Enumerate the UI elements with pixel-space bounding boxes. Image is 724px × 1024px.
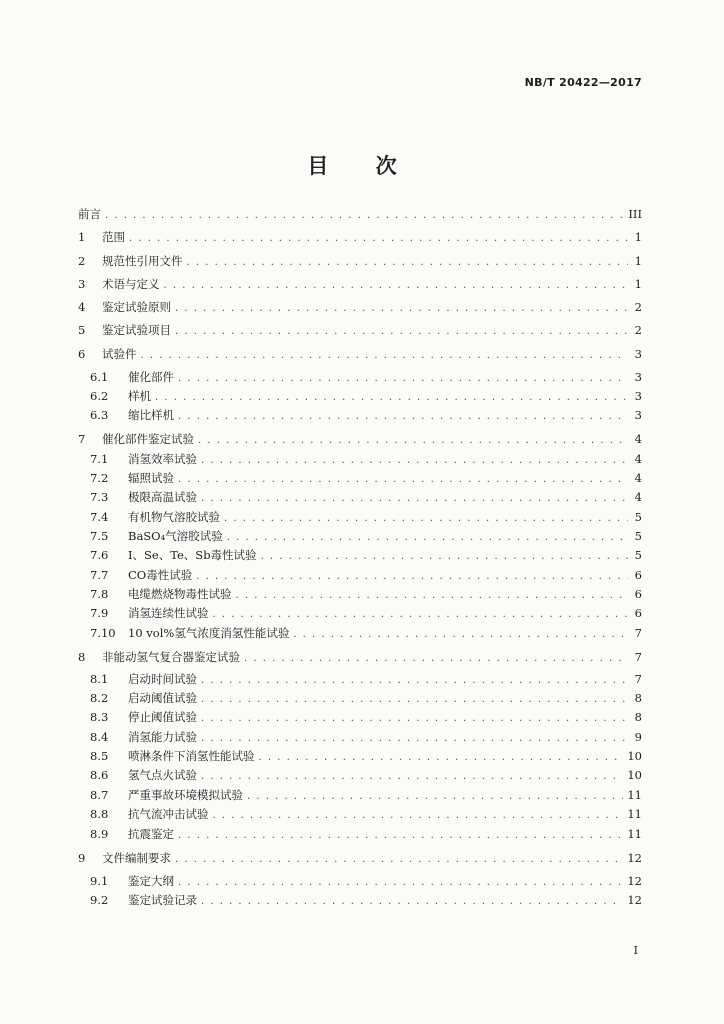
toc-entry[interactable] — [78, 229, 642, 245]
toc-entry-label: 非能动氢气复合器鉴定试验 — [102, 650, 240, 664]
toc-entry[interactable] — [78, 850, 642, 866]
toc-entry-number: 9.2 — [90, 893, 109, 907]
toc-entry-number: 9.1 — [90, 874, 109, 888]
toc-entry-number: 7 — [78, 432, 86, 446]
toc-entry-page: 4 — [634, 432, 642, 446]
toc-entry-page: 10 — [627, 749, 642, 763]
dot-leader — [247, 791, 623, 802]
dot-leader — [164, 280, 629, 291]
toc-entry-label: 10 vol%氢气浓度消氢性能试验 — [128, 626, 290, 640]
dot-leader — [213, 810, 624, 821]
toc-entry-label: 消氢连续性试验 — [128, 606, 209, 620]
dot-leader — [129, 233, 628, 244]
dot-leader — [259, 752, 624, 763]
toc-entry-label: 氢气点火试验 — [128, 768, 197, 782]
toc-entry-number: 8.4 — [90, 730, 109, 744]
dot-leader — [141, 350, 629, 361]
toc-entry-page: 7 — [634, 672, 642, 686]
toc-entry-label: 抗气流冲击试验 — [128, 807, 209, 821]
toc-entry-page: 1 — [634, 277, 642, 291]
toc-entry-page: 3 — [634, 347, 642, 361]
dot-leader — [175, 854, 623, 865]
document-code: NB/T 20422—2017 — [524, 76, 642, 89]
toc-entry-number: 7.8 — [90, 587, 109, 601]
dot-leader — [201, 733, 628, 744]
toc-entry-number: 7.10 — [90, 626, 116, 640]
toc-entry-page: 11 — [627, 788, 642, 802]
toc-entry-label: 试验件 — [102, 347, 137, 361]
toc-entry-label: 启动时间试验 — [128, 672, 197, 686]
toc-entry[interactable] — [90, 690, 642, 706]
toc-entry-label: 文件编制要求 — [102, 851, 171, 865]
toc-entry-number: 6.1 — [90, 370, 109, 384]
toc-entry-page: 4 — [634, 490, 642, 504]
toc-entry-label: 电缆燃烧物毒性试验 — [128, 587, 232, 601]
toc-entry[interactable] — [90, 528, 642, 544]
toc-entry-label: 缩比样机 — [128, 408, 174, 422]
toc-entry-page: 3 — [634, 389, 642, 403]
toc-entry[interactable] — [90, 509, 642, 525]
toc-entry-page: 1 — [634, 254, 642, 268]
toc-entry-page: 1 — [634, 230, 642, 244]
toc-entry-label: 样机 — [128, 389, 151, 403]
toc-entry-label: 启动阈值试验 — [128, 691, 197, 705]
toc-entry-number: 7.5 — [90, 529, 109, 543]
dot-leader — [224, 513, 628, 524]
dot-leader — [175, 326, 628, 337]
toc-entry-number: 3 — [78, 277, 86, 291]
toc-entry-number: 9 — [78, 851, 86, 865]
dot-leader — [155, 392, 628, 403]
toc-entry-page: 9 — [634, 730, 642, 744]
toc-entry-label: 术语与定义 — [102, 277, 160, 291]
toc-entry[interactable] — [90, 873, 642, 889]
toc-entry-label: 停止阈值试验 — [128, 710, 197, 724]
toc-entry-page: 11 — [627, 807, 642, 821]
toc-entry-number: 2 — [78, 254, 86, 268]
toc-entry[interactable] — [90, 625, 642, 641]
toc-entry[interactable] — [90, 748, 642, 764]
toc-entry-page: III — [628, 207, 642, 221]
toc-entry-label: 范围 — [102, 230, 125, 244]
toc-entry-label: 规范性引用文件 — [102, 254, 183, 268]
toc-entry-number: 8.8 — [90, 807, 109, 821]
toc-entry[interactable] — [90, 787, 642, 803]
toc-entry-page: 2 — [634, 323, 642, 337]
toc-entry-label: 鉴定大纲 — [128, 874, 174, 888]
dot-leader — [178, 830, 623, 841]
toc-entry-number: 5 — [78, 323, 86, 337]
dot-leader — [236, 590, 629, 601]
toc-entry-page: 4 — [634, 471, 642, 485]
dot-leader — [175, 303, 628, 314]
toc-entry[interactable] — [90, 892, 642, 908]
page-number: I — [633, 944, 638, 957]
toc-entry-label: 鉴定试验原则 — [102, 300, 171, 314]
toc-entry-label: BaSO₄气溶胶试验 — [128, 529, 223, 543]
toc-entry-page: 6 — [634, 606, 642, 620]
toc-entry[interactable] — [90, 388, 642, 404]
toc-entry[interactable] — [78, 276, 642, 292]
toc-entry-page: 2 — [634, 300, 642, 314]
toc-entry-label: I、Se、Te、Sb毒性试验 — [128, 548, 257, 562]
dot-leader — [178, 474, 628, 485]
toc-entry-page: 6 — [634, 587, 642, 601]
toc-entry[interactable] — [90, 369, 642, 385]
toc-entry-page: 12 — [627, 874, 642, 888]
toc-entry-label: 催化部件鉴定试验 — [102, 432, 194, 446]
dot-leader — [201, 713, 628, 724]
toc-entry-number: 8.5 — [90, 749, 109, 763]
toc-entry[interactable] — [90, 451, 642, 467]
toc-entry-number: 7.1 — [90, 452, 109, 466]
toc-entry[interactable] — [78, 649, 642, 665]
toc-entry-number: 8.6 — [90, 768, 109, 782]
toc-entry[interactable] — [90, 605, 642, 621]
dot-leader — [196, 571, 628, 582]
toc-entry-label: 辐照试验 — [128, 471, 174, 485]
dot-leader — [213, 609, 629, 620]
toc-entry-label: 抗震鉴定 — [128, 827, 174, 841]
toc-entry[interactable] — [90, 567, 642, 583]
toc-entry-page: 5 — [634, 510, 642, 524]
dot-leader — [198, 435, 628, 446]
toc-entry-label: 严重事故环境模拟试验 — [128, 788, 243, 802]
dot-leader — [293, 629, 628, 640]
toc-entry-label: 鉴定试验记录 — [128, 893, 197, 907]
dot-leader — [178, 411, 628, 422]
toc-entry[interactable] — [90, 671, 642, 687]
toc-entry[interactable] — [78, 206, 642, 222]
toc-entry-page: 4 — [634, 452, 642, 466]
toc-entry-label: 有机物气溶胶试验 — [128, 510, 220, 524]
toc-entry-label: 前言 — [78, 207, 101, 221]
toc-entry-page: 3 — [634, 408, 642, 422]
dot-leader — [201, 896, 623, 907]
toc-entry-page: 5 — [634, 548, 642, 562]
toc-entry[interactable] — [90, 826, 642, 842]
dot-leader — [261, 551, 628, 562]
dot-leader — [105, 210, 624, 221]
toc-entry-number: 8.9 — [90, 827, 109, 841]
toc-entry-number: 6 — [78, 347, 86, 361]
toc-entry-number: 6.3 — [90, 408, 109, 422]
dot-leader — [178, 373, 628, 384]
toc-entry[interactable] — [90, 547, 642, 563]
toc-entry-page: 7 — [634, 650, 642, 664]
toc-entry-page: 5 — [634, 529, 642, 543]
toc-entry[interactable] — [90, 407, 642, 423]
toc-entry-number: 7.7 — [90, 568, 109, 582]
toc-entry[interactable] — [90, 767, 642, 783]
dot-leader — [201, 771, 623, 782]
toc-entry[interactable] — [90, 586, 642, 602]
toc-entry-label: 催化部件 — [128, 370, 174, 384]
toc-entry-number: 7.2 — [90, 471, 109, 485]
toc-entry-number: 8.7 — [90, 788, 109, 802]
toc-entry-number: 7.4 — [90, 510, 109, 524]
toc-entry-label: 喷淋条件下消氢性能试验 — [128, 749, 255, 763]
dot-leader — [227, 532, 628, 543]
dot-leader — [201, 493, 628, 504]
toc-entry-number: 8 — [78, 650, 86, 664]
toc-entry[interactable] — [78, 431, 642, 447]
dot-leader — [201, 675, 628, 686]
toc-entry-number: 8.1 — [90, 672, 109, 686]
toc-entry[interactable] — [90, 470, 642, 486]
toc-entry[interactable] — [78, 346, 642, 362]
toc-entry-page: 12 — [627, 893, 642, 907]
toc-entry-page: 12 — [627, 851, 642, 865]
toc-entry-number: 7.9 — [90, 606, 109, 620]
toc-entry-label: 极限高温试验 — [128, 490, 197, 504]
toc-entry-number: 1 — [78, 230, 86, 244]
toc-entry[interactable] — [90, 489, 642, 505]
toc-entry-page: 8 — [634, 691, 642, 705]
toc-entry-number: 7.3 — [90, 490, 109, 504]
toc-entry-label: 消氢效率试验 — [128, 452, 197, 466]
toc-entry[interactable] — [78, 299, 642, 315]
toc-entry-number: 7.6 — [90, 548, 109, 562]
dot-leader — [201, 694, 628, 705]
dot-leader — [244, 653, 628, 664]
toc-entry-number: 8.2 — [90, 691, 109, 705]
toc-entry-page: 7 — [634, 626, 642, 640]
toc-entry-page: 6 — [634, 568, 642, 582]
toc-entry-label: CO毒性试验 — [128, 568, 193, 582]
toc-entry[interactable] — [78, 322, 642, 338]
dot-leader — [201, 455, 628, 466]
toc-entry-page: 3 — [634, 370, 642, 384]
toc-entry[interactable] — [90, 729, 642, 745]
toc-entry-label: 鉴定试验项目 — [102, 323, 171, 337]
dot-leader — [187, 257, 629, 268]
toc-entry[interactable] — [78, 253, 642, 269]
toc-entry-page: 11 — [627, 827, 642, 841]
toc-entry-number: 4 — [78, 300, 86, 314]
toc-entry-page: 10 — [627, 768, 642, 782]
toc-entry[interactable] — [90, 709, 642, 725]
toc-entry-number: 6.2 — [90, 389, 109, 403]
toc-entry-label: 消氢能力试验 — [128, 730, 197, 744]
dot-leader — [178, 877, 623, 888]
toc-entry[interactable] — [90, 806, 642, 822]
page-title: 目 次 — [307, 153, 417, 178]
toc-entry-page: 8 — [634, 710, 642, 724]
toc-entry-number: 8.3 — [90, 710, 109, 724]
